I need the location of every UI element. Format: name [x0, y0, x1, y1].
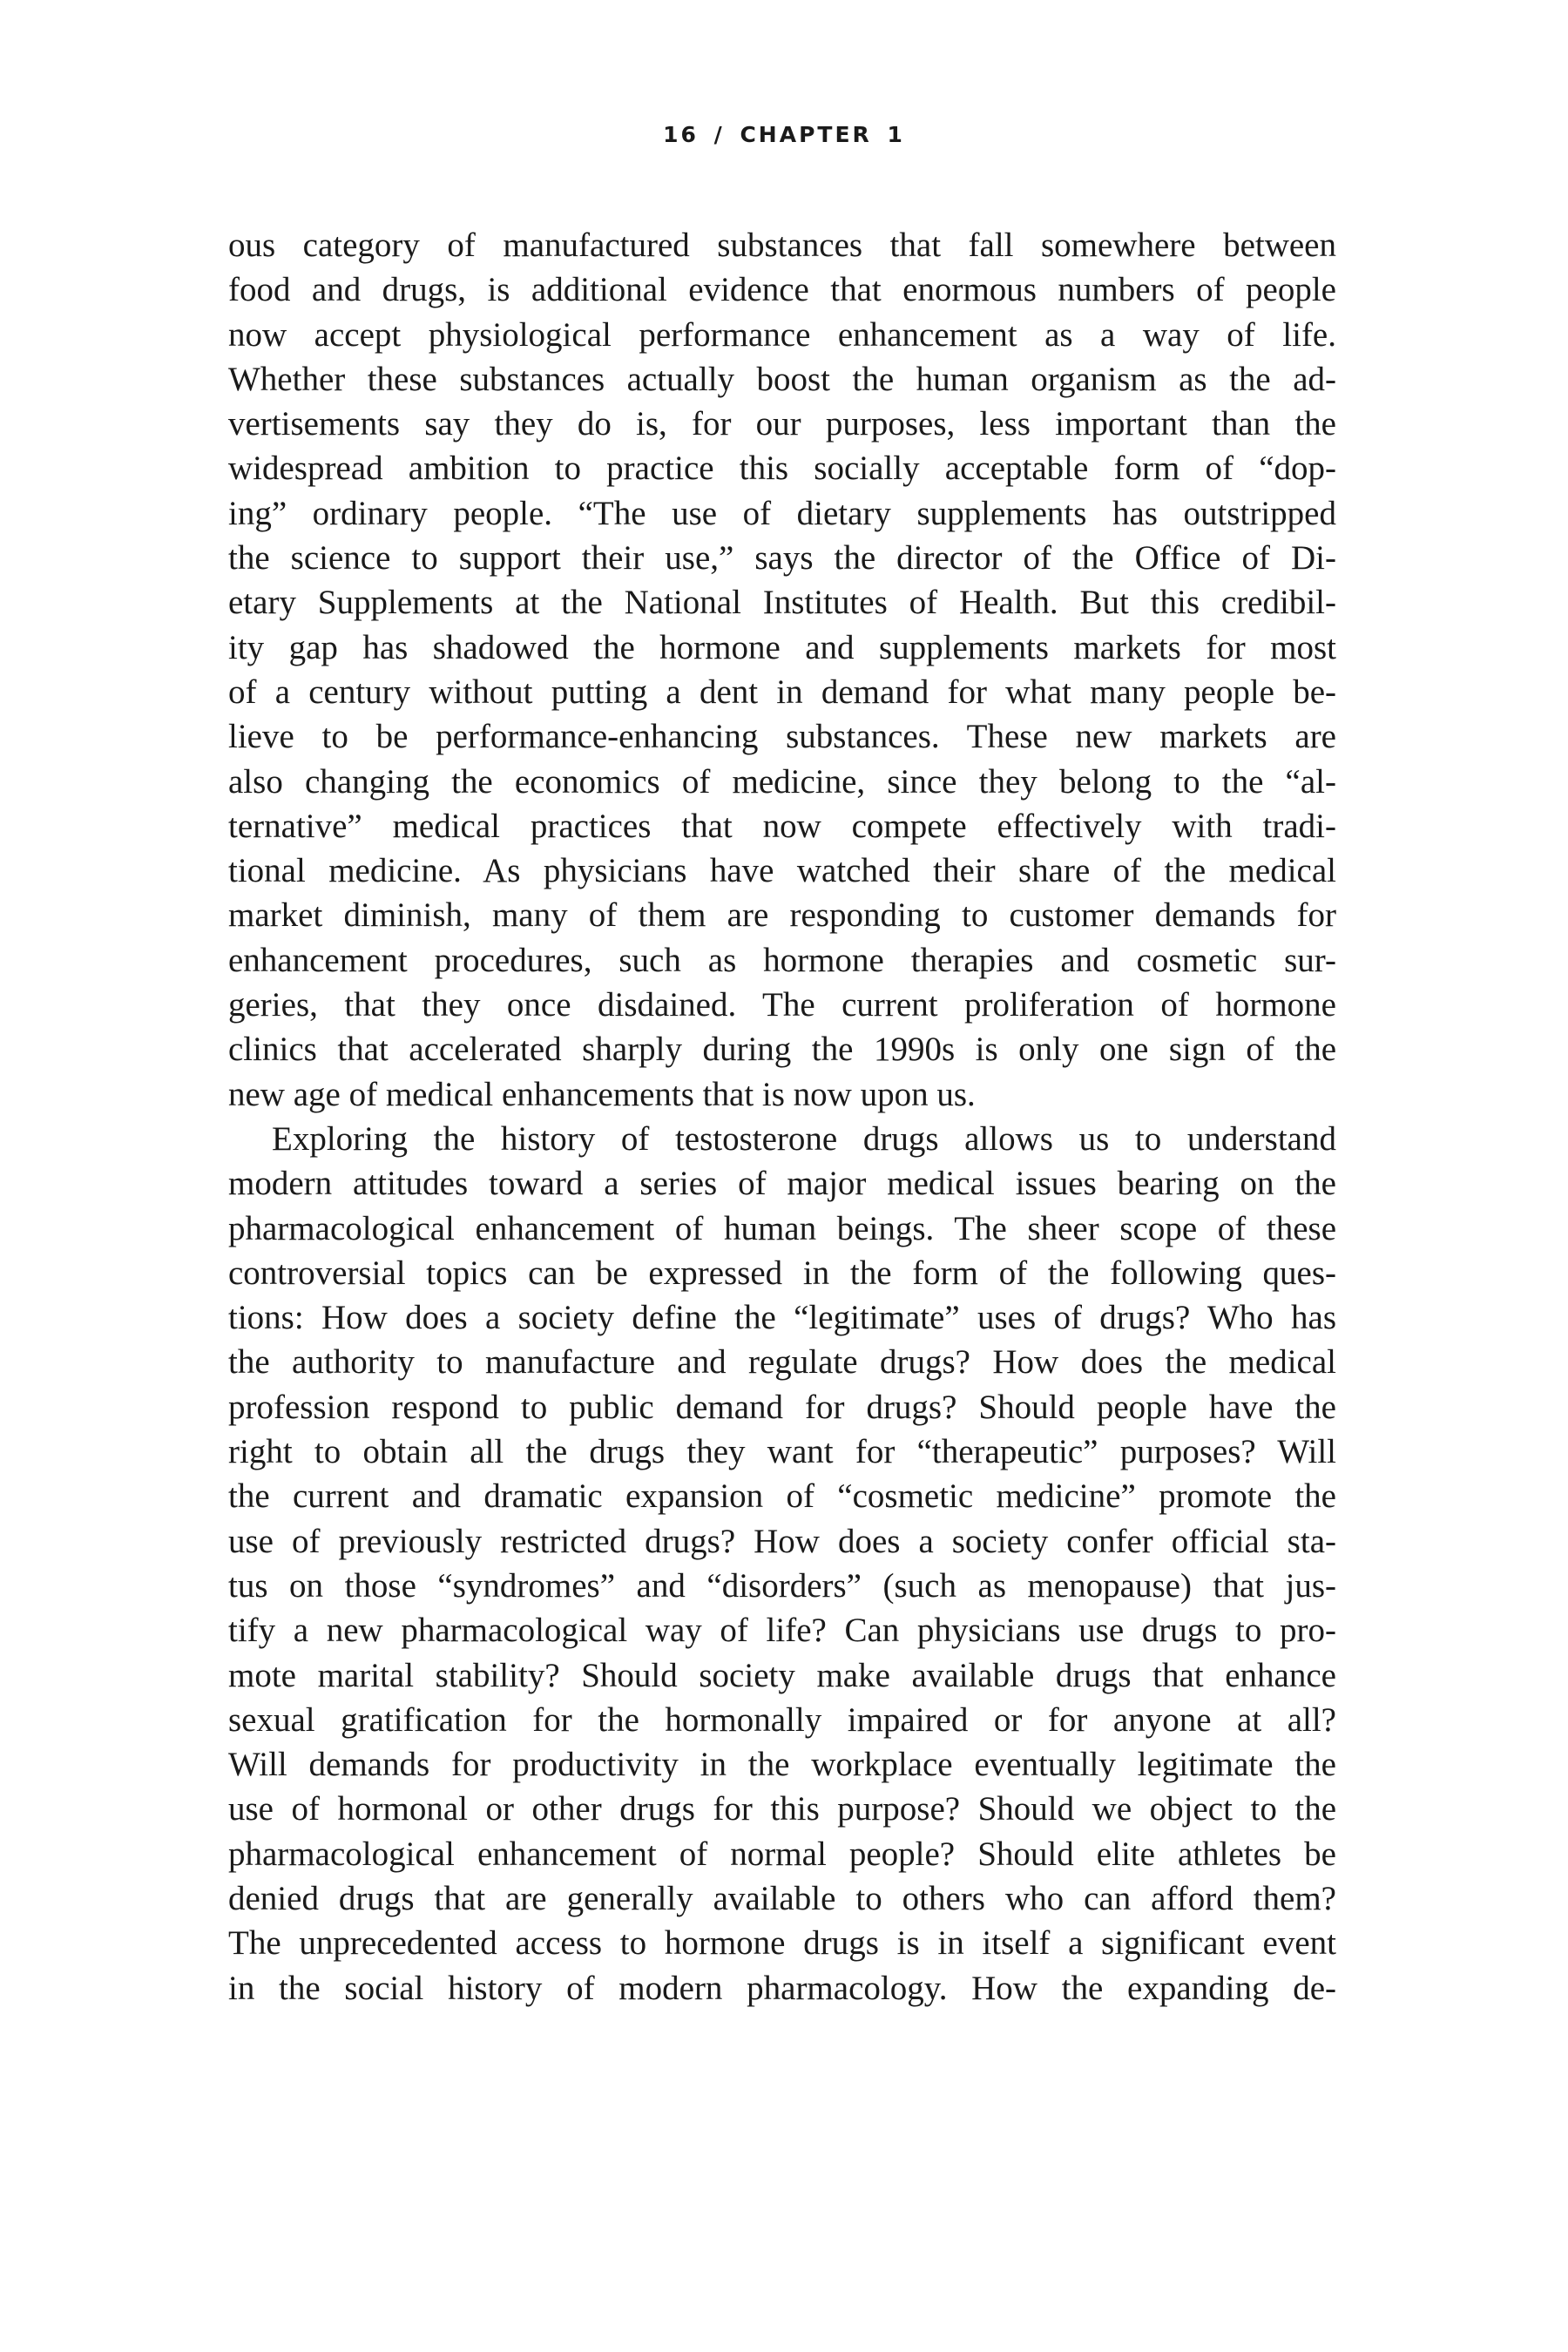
text-line: denied drugs that are generally available to others who can afford them?	[228, 1879, 1336, 1917]
text-line: use of hormonal or other drugs for this purpose? Should we object to the	[228, 1790, 1336, 1828]
text-line: Will demands for productivity in the workplace eventually legitimate the	[228, 1746, 1336, 1784]
text-line: pharmacological enhancement of human beings. The sheer scope of these	[228, 1209, 1336, 1247]
paragraph	[228, 223, 1336, 1117]
text-line: ity gap has shadowed the hormone and supplements markets for most	[228, 628, 1336, 666]
running-head: 16 / CHAPTER 1	[663, 122, 905, 147]
text-line: the authority to manufacture and regulate drugs? How does the medical	[228, 1343, 1336, 1382]
text-line: food and drugs, is additional evidence that enormous numbers of people	[228, 271, 1336, 309]
text-line: of a century without putting a dent in demand for what many people be-	[228, 672, 1336, 711]
text-line: geries, that they once disdained. The current proliferation of hormone	[228, 986, 1336, 1024]
text-line: clinics that accelerated sharply during the 1990s is only one sign of the	[228, 1031, 1336, 1069]
text-line: modern attitudes toward a series of major medical issues bearing on the	[228, 1165, 1336, 1203]
body-text	[228, 223, 1336, 2011]
text-line: the science to support their use,” says the director of the Office of Di-	[228, 539, 1336, 578]
text-line: in the social history of modern pharmacology. How the expanding de-	[228, 1969, 1336, 2007]
text-line: tions: How does a society define the “legitimate” uses of drugs? Who has	[228, 1299, 1336, 1337]
text-line: Whether these substances actually boost the human organism as the ad-	[228, 360, 1336, 398]
text-line: tus on those “syndromes” and “disorders” (such as menopause) that jus-	[228, 1566, 1336, 1605]
text-line: ous category of manufactured substances that fall somewhere between	[228, 226, 1336, 264]
text-line: use of previously restricted drugs? How does a society confer official sta-	[228, 1522, 1336, 1560]
text-line: controversial topics can be expressed in the form of the following ques-	[228, 1254, 1336, 1292]
paragraph	[228, 1117, 1336, 2011]
text-line: tional medicine. As physicians have watched their share of the medical	[228, 852, 1336, 890]
text-line: ternative” medical practices that now compete effectively with tradi-	[228, 807, 1336, 845]
text-line: now accept physiological performance enhancement as a way of life.	[228, 315, 1336, 354]
text-line: right to obtain all the drugs they want for “therapeutic” purposes? Will	[228, 1433, 1336, 1471]
text-line: new age of medical enhancements that is now upon us.	[228, 1075, 976, 1113]
text-line: vertisements say they do is, for our purposes, less important than the	[228, 405, 1336, 443]
text-line: ing” ordinary people. “The use of dietary supplements has outstripped	[228, 494, 1336, 532]
text-line: Exploring the history of testosterone drugs allows us to understand	[272, 1119, 1336, 1158]
text-line: lieve to be performance-enhancing substances. These new markets are	[228, 718, 1336, 756]
text-line: The unprecedented access to hormone drugs is in itself a significant event	[228, 1924, 1336, 1963]
text-line: the current and dramatic expansion of “cosmetic medicine” promote the	[228, 1477, 1336, 1516]
text-line: enhancement procedures, such as hormone therapies and cosmetic sur-	[228, 941, 1336, 979]
text-line: pharmacological enhancement of normal people? Should elite athletes be	[228, 1835, 1336, 1873]
text-line: also changing the economics of medicine, since they belong to the “al-	[228, 762, 1336, 801]
text-line: profession respond to public demand for drugs? Should people have the	[228, 1388, 1336, 1426]
text-line: market diminish, many of them are responding to customer demands for	[228, 896, 1336, 935]
text-line: widespread ambition to practice this socially acceptable form of “dop-	[228, 449, 1336, 488]
text-line: sexual gratification for the hormonally impaired or for anyone at all?	[228, 1700, 1336, 1739]
text-line: mote marital stability? Should society make available drugs that enhance	[228, 1656, 1336, 1694]
text-line: tify a new pharmacological way of life? Can physicians use drugs to pro-	[228, 1612, 1336, 1650]
text-line: etary Supplements at the National Institutes of Health. But this credibil-	[228, 584, 1336, 622]
